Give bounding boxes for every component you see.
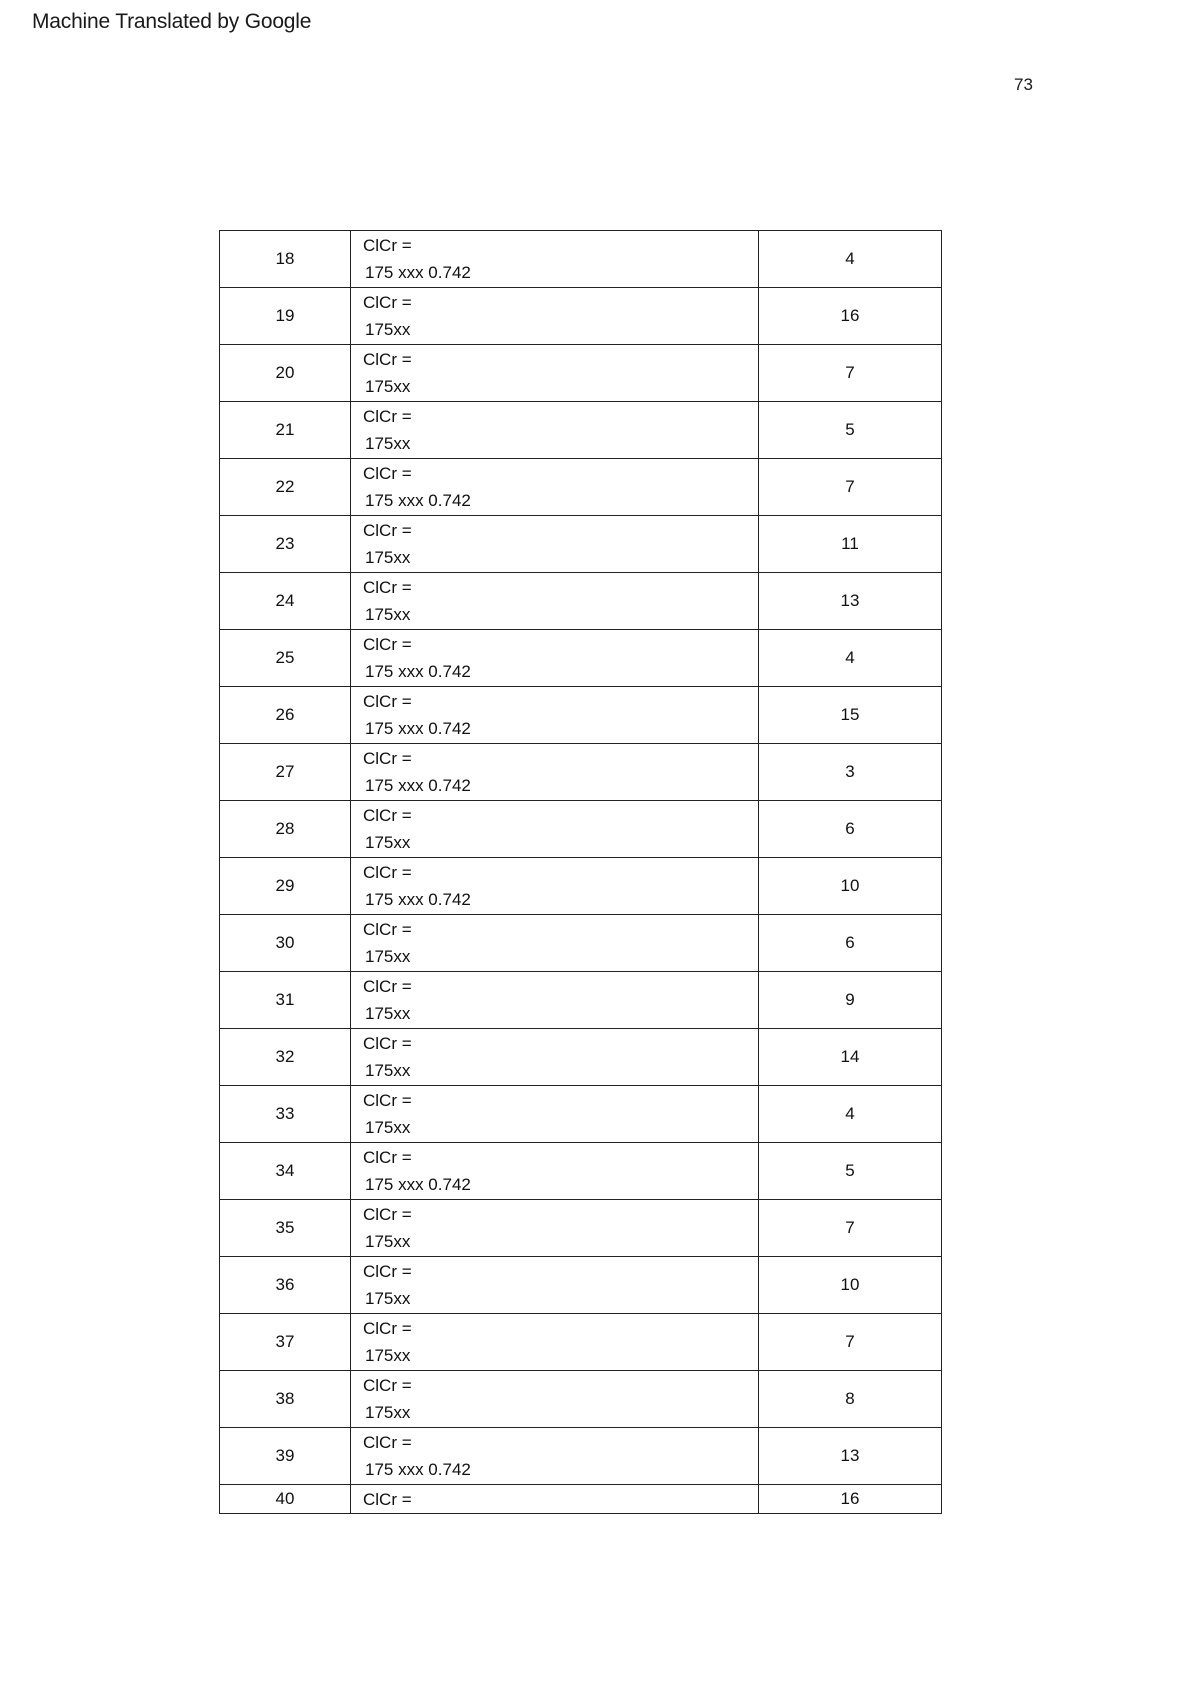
value-cell: 10 [759,1257,942,1314]
formula-cell [351,858,759,915]
formula-bottom-line: 175 xxx 0.742 [365,491,471,510]
value-cell: 16 [759,288,942,345]
table-body [220,231,942,1514]
row-number-cell: 31 [220,972,351,1029]
formula-top-line: ClCr = [363,293,412,312]
formula-cell [351,1029,759,1086]
formula-cell [351,345,759,402]
row-number-cell: 35 [220,1200,351,1257]
table-row [220,744,942,801]
row-number-cell: 34 [220,1143,351,1200]
formula-top-line: ClCr = [363,407,412,426]
table-row [220,1428,942,1485]
formula-cell [351,972,759,1029]
table-row [220,231,942,288]
formula-top-line: ClCr = [363,977,412,996]
formula-top-line: ClCr = [363,464,412,483]
formula-bottom-line: 175 xxx 0.742 [365,1460,471,1479]
row-number-cell: 21 [220,402,351,459]
value-cell: 11 [759,516,942,573]
formula-top-line: ClCr = [363,1489,412,1509]
formula-top-line: ClCr = [363,1034,412,1053]
value-cell: 5 [759,1143,942,1200]
table-row [220,630,942,687]
value-cell: 14 [759,1029,942,1086]
formula-top-line: ClCr = [363,1433,412,1452]
value-cell: 8 [759,1371,942,1428]
value-cell: 5 [759,402,942,459]
formula-bottom-line: 175xx [365,1289,411,1308]
row-number-cell: 29 [220,858,351,915]
formula-bottom-line: 175xx [365,1061,411,1080]
formula-cell [351,1257,759,1314]
row-number-cell: 32 [220,1029,351,1086]
row-number-cell: 23 [220,516,351,573]
table-row [220,459,942,516]
formula-top-line: ClCr = [363,578,412,597]
table-row [220,858,942,915]
formula-cell [351,1485,759,1514]
row-number-cell: 19 [220,288,351,345]
formula-top-line: ClCr = [363,521,412,540]
table-row [220,345,942,402]
row-number-cell: 26 [220,687,351,744]
row-number-cell: 27 [220,744,351,801]
table-row [220,1371,942,1428]
value-cell: 7 [759,1314,942,1371]
row-number-cell: 33 [220,1086,351,1143]
value-cell: 13 [759,573,942,630]
formula-cell [351,915,759,972]
formula-bottom-line: 175xx [365,548,411,567]
formula-cell [351,1143,759,1200]
formula-top-line: ClCr = [363,1205,412,1224]
table-row [220,1314,942,1371]
formula-top-line: ClCr = [363,1091,412,1110]
value-cell: 15 [759,687,942,744]
formula-top-line: ClCr = [363,1376,412,1395]
row-number-cell: 28 [220,801,351,858]
formula-cell [351,801,759,858]
formula-bottom-line: 175xx [365,434,411,453]
formula-cell [351,1314,759,1371]
table-row [220,972,942,1029]
formula-bottom-line: 175xx [365,1004,411,1023]
page-number: 73 [1014,75,1033,94]
table-row [220,1200,942,1257]
value-cell: 4 [759,1086,942,1143]
formula-cell [351,459,759,516]
formula-cell [351,573,759,630]
machine-translation-banner: Machine Translated by Google [32,10,312,33]
formula-top-line: ClCr = [363,920,412,939]
value-cell: 3 [759,744,942,801]
formula-bottom-line: 175xx [365,1118,411,1137]
table-row [220,288,942,345]
value-cell: 4 [759,231,942,288]
table-row [220,516,942,573]
row-number-cell: 39 [220,1428,351,1485]
formula-top-line: ClCr = [363,350,412,369]
table-row [220,687,942,744]
formula-bottom-line: 175xx [365,833,411,852]
row-number-cell: 24 [220,573,351,630]
formula-top-line: ClCr = [363,1262,412,1281]
formula-top-line: ClCr = [363,1319,412,1338]
formula-bottom-line: 175xx [365,1403,411,1422]
row-number-cell: 22 [220,459,351,516]
row-number-cell: 38 [220,1371,351,1428]
table-row [220,573,942,630]
table-row [220,1257,942,1314]
value-cell: 7 [759,1200,942,1257]
formula-bottom-line: 175xx [365,1346,411,1365]
formula-bottom-line: 175xx [365,605,411,624]
formula-cell [351,1371,759,1428]
formula-bottom-line: 175 xxx 0.742 [365,1175,471,1194]
formula-bottom-line: 175 xxx 0.742 [365,776,471,795]
value-cell: 16 [759,1485,942,1514]
table-row [220,1143,942,1200]
value-cell: 10 [759,858,942,915]
table-row [220,915,942,972]
formula-top-line: ClCr = [363,635,412,654]
formula-cell [351,516,759,573]
table-row [220,801,942,858]
value-cell: 13 [759,1428,942,1485]
formula-cell [351,288,759,345]
row-number-cell: 36 [220,1257,351,1314]
formula-top-line: ClCr = [363,236,412,255]
formula-bottom-line: 175xx [365,947,411,966]
formula-cell [351,231,759,288]
value-cell: 6 [759,801,942,858]
value-cell: 6 [759,915,942,972]
formula-bottom-line: 175 xxx 0.742 [365,263,471,282]
formula-bottom-line: 175xx [365,320,411,339]
formula-bottom-line: 175 xxx 0.742 [365,890,471,909]
value-cell: 4 [759,630,942,687]
formula-bottom-line: 175 xxx 0.742 [365,719,471,738]
row-number-cell: 18 [220,231,351,288]
creatinine-clearance-table [219,230,942,1514]
formula-bottom-line: 175xx [365,1232,411,1251]
formula-cell [351,1428,759,1485]
value-cell: 7 [759,345,942,402]
row-number-cell: 40 [220,1485,351,1514]
value-cell: 9 [759,972,942,1029]
value-cell: 7 [759,459,942,516]
formula-top-line: ClCr = [363,1148,412,1167]
row-number-cell: 25 [220,630,351,687]
formula-cell [351,1200,759,1257]
formula-cell [351,744,759,801]
formula-cell [351,630,759,687]
formula-top-line: ClCr = [363,692,412,711]
formula-cell [351,402,759,459]
row-number-cell: 20 [220,345,351,402]
row-number-cell: 37 [220,1314,351,1371]
formula-cell [351,1086,759,1143]
table-row [220,402,942,459]
row-number-cell: 30 [220,915,351,972]
table-row [220,1086,942,1143]
formula-top-line: ClCr = [363,863,412,882]
formula-bottom-line: 175 xxx 0.742 [365,662,471,681]
formula-top-line: ClCr = [363,749,412,768]
formula-cell [351,687,759,744]
formula-bottom-line: 175xx [365,377,411,396]
table-row [220,1029,942,1086]
formula-top-line: ClCr = [363,806,412,825]
table-row [220,1485,942,1514]
